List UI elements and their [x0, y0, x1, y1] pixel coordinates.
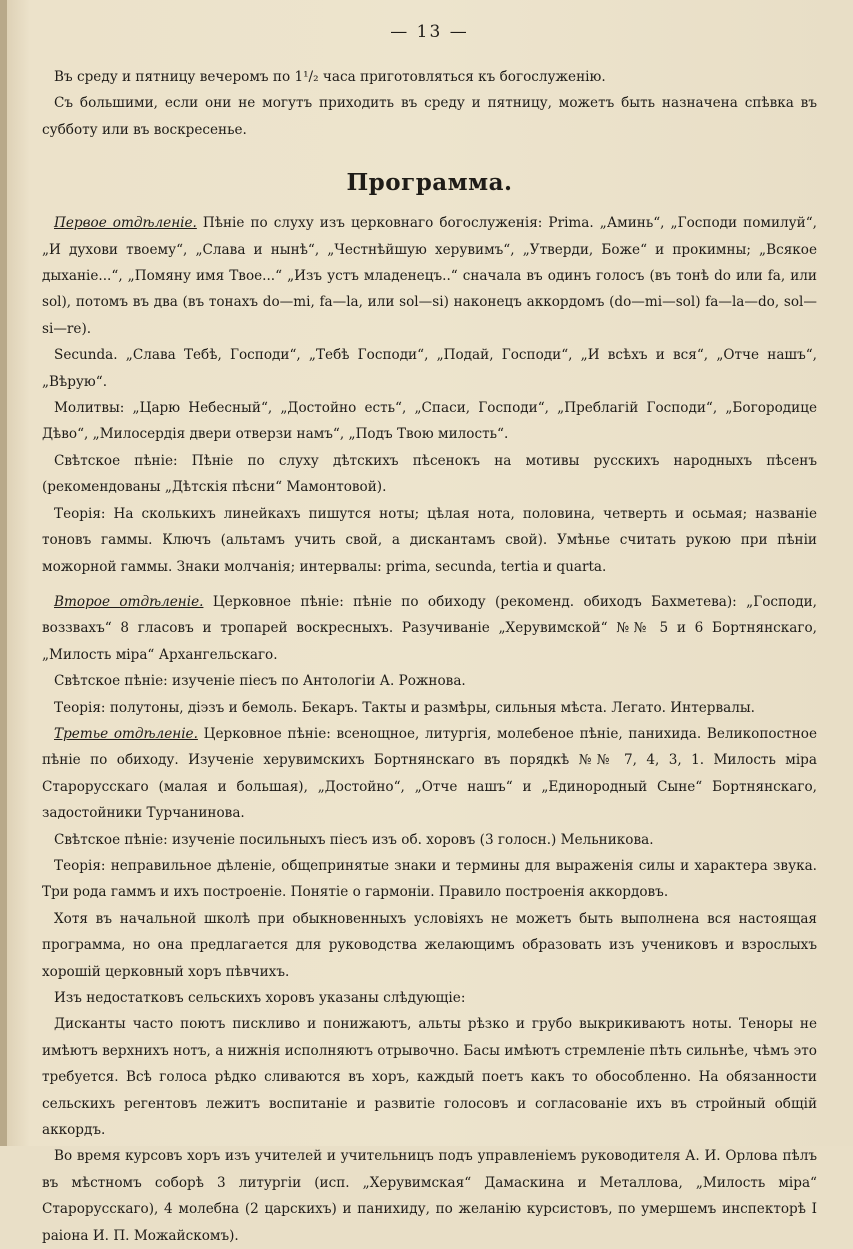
paragraph-theory: Теорія: На сколькихъ линейкахъ пишутся ноты; цѣлая нота, половина, четверть и осьмая; названіе тоновъ гаммы. Ключъ (альтамъ учить свой, а дискантамъ свой). Умѣнье считать рукою при пѣніи можорной гаммы. Знаки молчанія; интервалы: prima, secunda, tertia и quarta. [42, 505, 817, 575]
paragraph-secular-singing: Свѣтское пѣніе: Пѣніе по слуху дѣтскихъ пѣсенокъ на мотивы русскихъ народныхъ пѣсенъ (рекомендованы „Дѣтскія пѣсни“ Мамонтовой). [42, 452, 817, 496]
section-third-division [42, 721, 817, 827]
paragraph-secular-singing: Свѣтское пѣніе: изученіе посильныхъ піесъ изъ об. хоровъ (3 голосн.) Мельникова. [54, 831, 654, 848]
section-first-division [42, 210, 817, 342]
paragraph-theory: Теорія: неправильное дѣленіе, общепринятые знаки и термины для выраженія силы и характера звука. Три рода гаммъ и ихъ построеніе. Понятіе о гармоніи. Правило построенія аккордовъ. [42, 857, 817, 901]
section-lead: Первое отдѣленіе. [54, 215, 197, 232]
paragraph-note: Хотя въ начальной школѣ при обыкновенныхъ условіяхъ не можетъ быть выполнена вся настоящая программа, но она предлагается для руководства желающимъ образовать изъ учениковъ и взрослыхъ хорошій церковный хоръ пѣвчихъ. [42, 910, 817, 980]
page-title: Программа. [346, 169, 513, 197]
page-number: — 13 — [390, 22, 469, 42]
paragraph-theory: Теорія: полутоны, діэзъ и бемоль. Бекаръ. Такты и размѣры, сильныя мѣста. Легато. Интервалы. [54, 699, 755, 716]
paragraph-shortcomings: Дисканты часто поютъ пискливо и понижаютъ, альты рѣзко и грубо выкрикиваютъ ноты. Теноры не имѣютъ верхнихъ нотъ, а нижнія исполняютъ отрывочно. Басы имѣютъ стремленіе пѣть сильнѣе, чѣмъ это требуется. Всѣ голоса рѣдко сливаются въ хоръ, каждый поетъ какъ то обособленно. На обязанности сельскихъ регентовъ лежитъ воспитаніе и развитіе голосовъ и согласованіе ихъ въ стройный общій аккордъ. [42, 1016, 817, 1139]
paragraph-secunda: Secunda. „Слава Тебѣ, Господи“, „Тебѣ Господи“, „Подай, Господи“, „И всѣхъ и вся“, „Отче нашъ“, „Вѣрую“. [42, 347, 817, 390]
intro-paragraph-1: Въ среду и пятницу вечеромъ по 1¹/₂ часа приготовляться къ богослуженію. [54, 69, 606, 85]
section-lead: Второе отдѣленіе. [54, 593, 204, 610]
paragraph-courses-choir: Во время курсовъ хоръ изъ учителей и учительницъ подъ управленіемъ руководителя А. И. Орлова пѣлъ въ мѣстномъ соборѣ 3 литургіи (исп. „Херувимская“ Дамаскина и Металлова, „Милость міра“ Старорусскаго), 4 молебна (2 царскихъ) и панихиду, по желанію курсистовъ, по умершемъ инспекторѣ I раіона И. П. Можайскомъ). [42, 1148, 817, 1244]
intro-paragraph-2: Съ большими, если они не могутъ приходить въ среду и пятницу, можетъ быть назначена спѣвка въ субботу или въ воскресенье. [42, 95, 817, 138]
section-lead: Третье отдѣленіе. [54, 725, 198, 742]
paragraph-prayers: Молитвы: „Царю Небесный“, „Достойно есть“, „Спаси, Господи“, „Преблагій Господи“, „Богородице Дѣво“, „Милосердія двери отверзи намъ“, „Подъ Твою милость“. [42, 400, 817, 443]
paragraph-shortcomings-intro: Изъ недостатковъ сельскихъ хоровъ указаны слѣдующіе: [54, 990, 466, 1006]
section-second-division [42, 589, 817, 668]
section-text: Церковное пѣніе: пѣніе по обиходу (рекоменд. обиходъ Бахметева): „Господи, воззвахъ“ 8 гласовъ и тропарей воскресныхъ. Разучиваніе „Херувимской“ №№ 5 и 6 Бортнянскаго, „Милость міра“ Архангельскаго. [42, 593, 817, 663]
page-edge-shadow [0, 0, 7, 1146]
section-text: Церковное пѣніе: всенощное, литургія, молебеное пѣніе, панихида. Великопостное пѣніе по обиходу. Изученіе херувимскихъ Бортнянскаго въ порядкѣ №№ 7, 4, 3, 1. Милость міра Старорусскаго (малая и большая), „Достойно“, „Отче нашъ“ и „Единородный Сыне“ Бортнянскаго, задостойники Турчанинова. [42, 725, 817, 822]
paragraph-secular-singing: Свѣтское пѣніе: изученіе піесъ по Антологіи А. Рожнова. [54, 673, 466, 690]
section-text: Пѣніе по слуху изъ церковнаго богослуженія: Prima. „Аминь“, „Господи помилуй“, „И духови твоему“, „Слава и нынѣ“, „Честнѣйшую херувимъ“, „Утверди, Боже“ и прокимны; „Всякое дыханіе...“, „Помяну имя Твое...“ „Изъ устъ младенецъ..“ сначала въ одинъ голосъ (въ тонѣ do или fa, или sol), потомъ въ два (въ тонахъ do—mi, fa—la, или sol—si) наконецъ аккордомъ (do—mi—sol) fa—la—do, sol—si—re). [42, 215, 817, 337]
